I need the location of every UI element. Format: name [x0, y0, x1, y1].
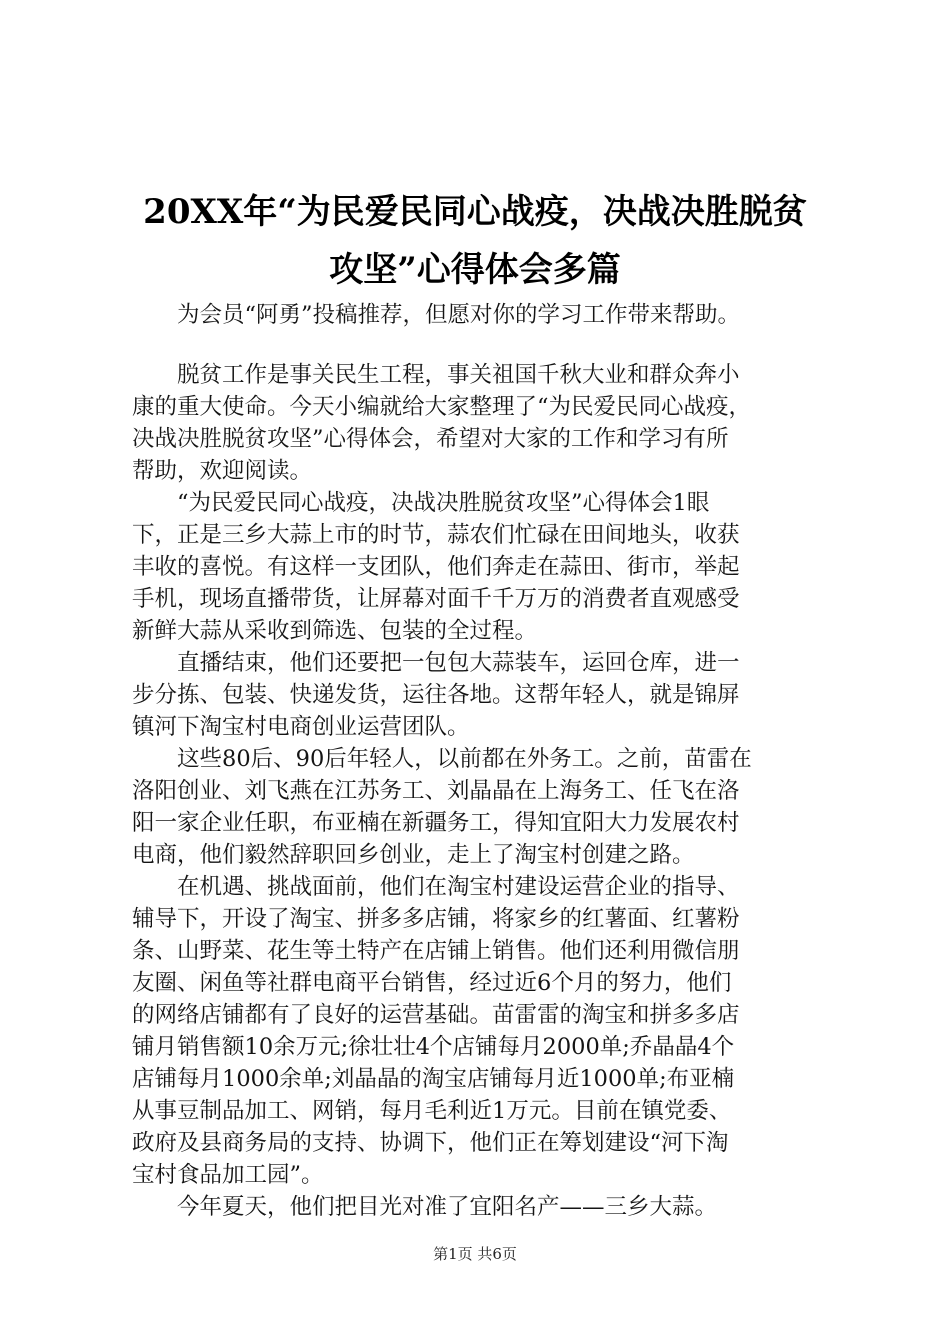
- paragraph-line: 辅导下，开设了淘宝、拼多多店铺，将家乡的红薯面、红薯粉: [132, 906, 740, 932]
- paragraph-line: 今年夏天，他们把目光对准了宜阳名产——三乡大蒜。: [132, 1194, 718, 1220]
- paragraph-line: 铺月销售额10余万元;徐壮壮4个店铺每月2000单;乔晶晶4个: [132, 1034, 735, 1060]
- paragraph-line: 手机，现场直播带货，让屏幕对面千千万万的消费者直观感受: [132, 586, 740, 612]
- paragraph-line: 步分拣、包装、快递发货，运往各地。这帮年轻人，就是锦屏: [132, 682, 740, 708]
- paragraph-line: 从事豆制品加工、网销，每月毛利近1万元。目前在镇党委、: [132, 1098, 732, 1124]
- document-title-line-1: 20XX年“为民爱民同心战疫，决战决胜脱贫: [143, 192, 807, 232]
- paragraph-line: 镇河下淘宝村电商创业运营团队。: [132, 714, 470, 740]
- paragraph-line: 的网络店铺都有了良好的运营基础。苗雷雷的淘宝和拼多多店: [132, 1002, 740, 1028]
- paragraph-line: 丰收的喜悦。有这样一支团队，他们奔走在蒜田、街市，举起: [132, 554, 740, 580]
- paragraph-line: 脱贫工作是事关民生工程，事关祖国千秋大业和群众奔小: [132, 362, 740, 388]
- paragraph-line: 洛阳创业、刘飞燕在江苏务工、刘晶晶在上海务工、任飞在洛: [132, 778, 740, 804]
- paragraph-line: 帮助，欢迎阅读。: [132, 458, 313, 484]
- paragraph-line: 直播结束，他们还要把一包包大蒜装车，运回仓库，进一: [132, 650, 740, 676]
- page-footer: 第1页 共6页: [433, 1245, 517, 1263]
- paragraph-line: 为会员“阿勇”投稿推荐，但愿对你的学习工作带来帮助。: [132, 302, 741, 328]
- paragraph-line: 电商，他们毅然辞职回乡创业，走上了淘宝村创建之路。: [132, 842, 695, 868]
- paragraph-line: 康的重大使命。今天小编就给大家整理了“为民爱民同心战疫，: [132, 394, 752, 420]
- paragraph-line: 新鲜大蒜从采收到筛选、包装的全过程。: [132, 618, 538, 644]
- document-title-line-2: 攻坚”心得体会多篇: [329, 250, 621, 290]
- paragraph-line: “为民爱民同心战疫，决战决胜脱贫攻坚”心得体会1眼: [132, 490, 710, 516]
- paragraph-line: 宝村食品加工园”。: [132, 1162, 324, 1188]
- paragraph-line: 条、山野菜、花生等土特产在店铺上销售。他们还利用微信朋: [132, 938, 740, 964]
- paragraph-line: 这些80后、90后年轻人，以前都在外务工。之前，苗雷在: [132, 746, 752, 772]
- paragraph-line: 店铺每月1000余单;刘晶晶的淘宝店铺每月近1000单;布亚楠: [132, 1066, 735, 1092]
- paragraph-line: 友圈、闲鱼等社群电商平台销售，经过近6个月的努力，他们: [132, 970, 732, 996]
- paragraph-line: 下，正是三乡大蒜上市的时节，蒜农们忙碌在田间地头，收获: [132, 522, 740, 548]
- paragraph-line: 决战决胜脱贫攻坚”心得体会，希望对大家的工作和学习有所: [132, 426, 729, 452]
- paragraph-line: 政府及县商务局的支持、协调下，他们正在筹划建设“河下淘: [132, 1130, 729, 1156]
- paragraph-line: 阳一家企业任职，布亚楠在新疆务工，得知宜阳大力发展农村: [132, 810, 740, 836]
- paragraph-line: 在机遇、挑战面前，他们在淘宝村建设运营企业的指导、: [132, 874, 740, 900]
